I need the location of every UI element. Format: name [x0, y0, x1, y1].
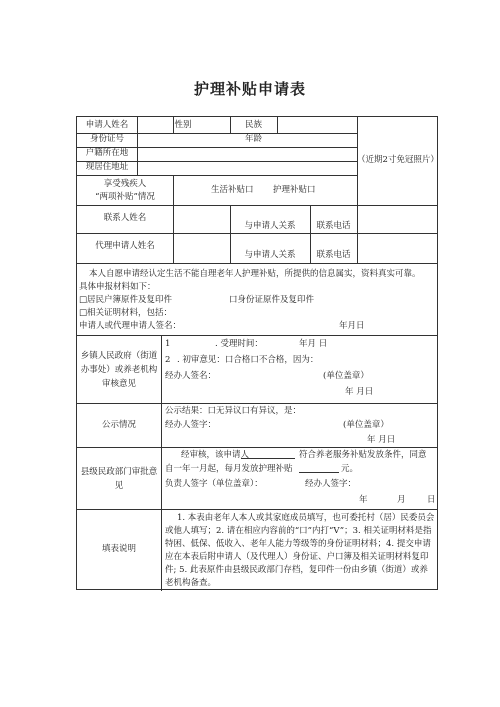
page-title: 护理补贴申请表: [193, 80, 306, 98]
col-line: [137, 117, 138, 175]
county-date-day: 日: [427, 495, 436, 505]
ethnicity-label: 民族: [244, 120, 262, 130]
county-review-text-1b: 符合养老服务补贴发放条件，同意: [299, 450, 427, 460]
contact-phone-label: 联系电话: [316, 221, 351, 231]
photo-placeholder: （近期2寸免冠照片）: [357, 155, 439, 165]
disability-label-1: 享受残疾人: [103, 179, 147, 189]
age-label: 年龄: [244, 134, 262, 144]
agent-relation-label: 与申请人关系: [244, 250, 296, 260]
col-line: [357, 205, 358, 263]
township-officer-label: 经办人签名：: [165, 371, 217, 381]
township-review-label: 乡镇人民政府（街道办事处）或养老机构审核意见: [80, 351, 158, 389]
declaration-date: 年月日: [339, 321, 365, 331]
instructions-text: 1. 本表由老年人本人或其家庭成员填写，也可委托村（居）民委员会或他人填写；2. 请在相应内容前的“口”内打“V”；3. 相关证明材料是指特困、低保、低收入、老年人能力等级等的身份证明材料；4. 提交申请应在本表后附申请人（及代理人）身份证、户口簿及相关证明材料复印件; 5. 此表原件由县级民政部门存档，复印件一份由乡镇（街道）或养老机构备查。: [165, 513, 435, 588]
instructions-label: 填表说明: [101, 544, 136, 554]
declaration-text: 本人自愿申请经认定生活不能自理老年人护理补贴，所提供的信息属实，资料真实可靠。: [89, 269, 421, 279]
gender-label: 性别: [174, 120, 192, 130]
agent-name-label: 代理申请人姓名: [95, 241, 155, 251]
step2-number: 2: [165, 355, 171, 365]
contact-name-label: 联系人姓名: [103, 213, 147, 223]
application-form-table: [76, 116, 438, 590]
residence-label: 现居住地址: [85, 162, 129, 172]
disability-label-2: “两项补贴”情况: [95, 192, 155, 202]
col-line: [173, 175, 174, 263]
township-seal-label: (单位盖章）: [323, 371, 369, 381]
row-line: [77, 233, 437, 234]
row-line: [77, 335, 437, 336]
contact-relation-label: 与申请人关系: [244, 221, 296, 231]
other-materials-checkbox[interactable]: □相关证明材料，包括：: [79, 308, 173, 318]
row-line: [77, 403, 437, 404]
county-review-text-2a: 自一年一月起，每月发放护理补贴: [165, 464, 293, 474]
col-line: [161, 335, 162, 591]
initial-review-label: . 初审意见：口合格口不合格，因为：: [177, 355, 319, 365]
row-line: [77, 509, 437, 510]
row-line: [77, 175, 357, 176]
publicity-date: 年 月日: [367, 435, 396, 445]
step1-number: 1: [165, 339, 171, 349]
row-line: [77, 263, 437, 264]
living-subsidy-checkbox[interactable]: 生活补贴口: [211, 185, 254, 195]
county-date-year: 年: [359, 495, 368, 505]
hukou-label: 户籍所在地: [85, 148, 129, 158]
amount-blank: [299, 472, 339, 473]
township-date: 年 月日: [345, 387, 374, 397]
county-date-month: 月: [397, 495, 406, 505]
hukou-copy-checkbox[interactable]: □居民户簿原件及复印件: [79, 295, 173, 305]
id-number-label: 身份证号: [89, 134, 124, 144]
acceptance-time-label: . 受理时间：: [215, 339, 263, 349]
publicity-result: 公示结果：口无异议口有异议，是：: [165, 406, 302, 416]
publicity-officer-label: 经办人签字：: [165, 420, 217, 430]
nursing-subsidy-checkbox[interactable]: 护理补贴口: [273, 185, 316, 195]
county-officer-label: 经办人签字：: [305, 479, 357, 489]
applicant-signature-label: 申请人或代理申请人签名：: [79, 321, 182, 331]
county-approval-label: 县级民政部门审批意见: [80, 467, 158, 491]
agent-phone-label: 联系电话: [316, 250, 351, 260]
county-review-text-2b: 元。: [341, 464, 359, 474]
col-line: [277, 117, 278, 133]
id-copy-checkbox[interactable]: 口身份证原件及复印件: [229, 295, 315, 305]
applicant-name-label: 申请人姓名: [85, 120, 129, 130]
county-review-text-1a: 经审核，该申请人: [181, 450, 250, 460]
acceptance-date: 年月 日: [299, 339, 328, 349]
row-line: [77, 447, 437, 448]
publicity-seal-label: (单位盖章）: [343, 420, 389, 430]
publicity-label: 公示情况: [101, 420, 136, 430]
applicant-name-blank: [241, 458, 295, 459]
materials-heading: 具体申报材料如下：: [79, 282, 156, 292]
row-line: [77, 205, 437, 206]
responsible-signature-label: 负责人签字（单位盖章）：: [165, 479, 263, 489]
